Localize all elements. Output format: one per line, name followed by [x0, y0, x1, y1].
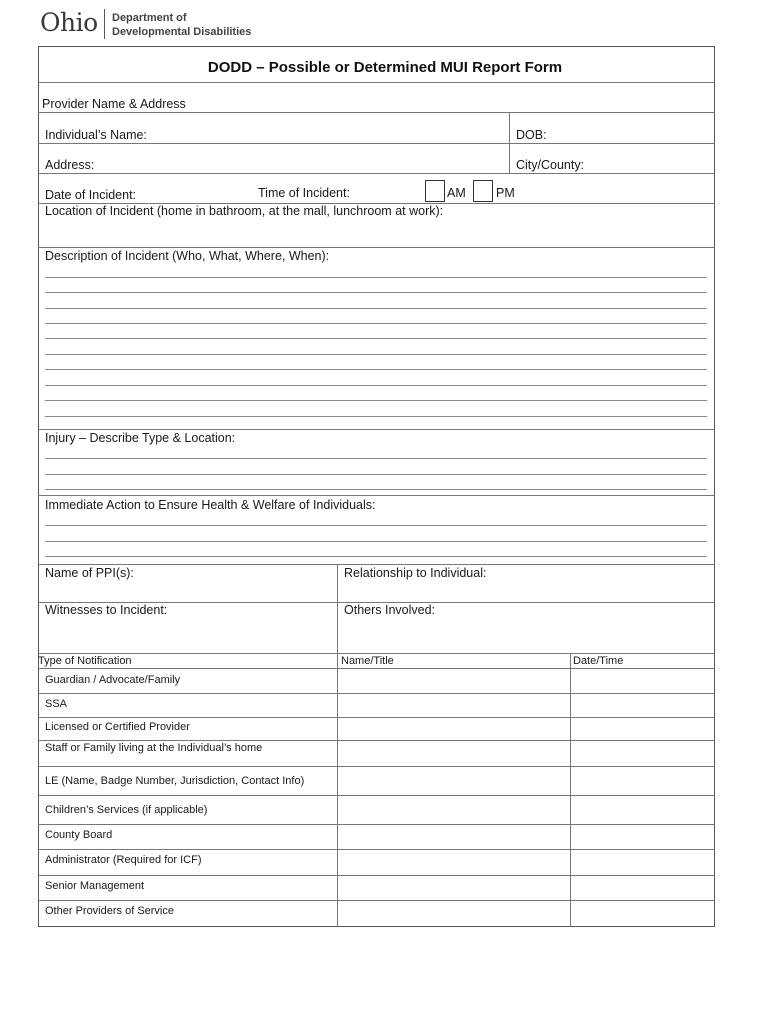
- table-row-divider: [38, 795, 715, 796]
- description-line[interactable]: [45, 292, 707, 293]
- table-row-divider: [38, 849, 715, 850]
- immediate-action-line[interactable]: [45, 525, 707, 526]
- description-line[interactable]: [45, 369, 707, 370]
- table-row-label: Licensed or Certified Provider: [45, 721, 190, 733]
- table-row-label: Senior Management: [45, 880, 145, 892]
- table-row-divider: [38, 766, 715, 767]
- injury-line[interactable]: [45, 474, 707, 475]
- ohio-logo: [40, 8, 98, 37]
- row-divider: [38, 112, 715, 113]
- relationship-field[interactable]: Relationship to Individual:: [344, 566, 487, 580]
- column-divider: [509, 112, 510, 173]
- table-row-divider: [38, 824, 715, 825]
- pm-label: PM: [496, 186, 515, 200]
- table-row-label: LE (Name, Badge Number, Jurisdiction, Contact Info): [45, 775, 305, 787]
- row-divider: [38, 143, 715, 144]
- injury-line[interactable]: [45, 458, 707, 459]
- provider-name-address-field[interactable]: Provider Name & Address: [42, 97, 186, 111]
- description-line[interactable]: [45, 323, 707, 324]
- time-of-incident-field[interactable]: Time of Incident:: [258, 186, 350, 200]
- table-row-divider: [38, 900, 715, 901]
- table-header-type: Type of Notification: [38, 655, 132, 667]
- table-row-label: Administrator (Required for ICF): [45, 854, 202, 866]
- description-line[interactable]: [45, 308, 707, 309]
- am-checkbox[interactable]: [425, 180, 445, 202]
- table-row-divider: [38, 740, 715, 741]
- description-line[interactable]: [45, 416, 707, 417]
- injury-line[interactable]: [45, 489, 707, 490]
- table-row-label: SSA: [45, 698, 68, 710]
- form-title: DODD – Possible or Determined MUI Report Form: [207, 59, 563, 76]
- individual-name-field[interactable]: Individual’s Name:: [45, 128, 147, 142]
- am-label: AM: [447, 186, 466, 200]
- description-line[interactable]: [45, 354, 707, 355]
- ohio-logo-text: Ohio: [40, 8, 98, 37]
- column-divider: [337, 564, 338, 653]
- table-row-label: Guardian / Advocate/Family: [45, 674, 181, 686]
- table-row-divider: [38, 717, 715, 718]
- row-divider: [38, 82, 715, 83]
- table-row-label: Staff or Family living at the Individual’s home: [45, 742, 263, 754]
- description-line[interactable]: [45, 385, 707, 386]
- injury-label: Injury – Describe Type & Location:: [45, 431, 236, 445]
- row-divider: [38, 429, 715, 430]
- row-divider: [38, 173, 715, 174]
- immediate-action-label: Immediate Action to Ensure Health & Welfare of Individuals:: [45, 498, 376, 512]
- dob-field[interactable]: DOB:: [516, 128, 547, 142]
- city-county-field[interactable]: City/County:: [516, 158, 585, 172]
- dept-line-1: Department of: [112, 12, 187, 24]
- row-divider: [38, 247, 715, 248]
- table-header-name-title: Name/Title: [341, 655, 394, 667]
- table-row-divider: [38, 668, 715, 669]
- table-row-label: County Board: [45, 829, 113, 841]
- description-line[interactable]: [45, 277, 707, 278]
- table-row-label: Other Providers of Service: [45, 905, 174, 917]
- date-of-incident-field[interactable]: Date of Incident:: [45, 188, 137, 202]
- description-label: Description of Incident (Who, What, Where, When):: [45, 249, 330, 263]
- immediate-action-line[interactable]: [45, 556, 707, 557]
- immediate-action-line[interactable]: [45, 541, 707, 542]
- row-divider: [38, 495, 715, 496]
- table-column-divider: [570, 653, 571, 927]
- table-row-label: Children’s Services (if applicable): [45, 804, 208, 816]
- dept-line-2: Developmental Disabilities: [112, 26, 252, 38]
- others-involved-field[interactable]: Others Involved:: [344, 603, 436, 617]
- address-field[interactable]: Address:: [45, 158, 95, 172]
- table-header-date-time: Date/Time: [573, 655, 624, 667]
- pm-checkbox[interactable]: [473, 180, 493, 202]
- ppi-name-field[interactable]: Name of PPI(s):: [45, 566, 134, 580]
- table-column-divider: [337, 653, 338, 927]
- logo-divider: [104, 9, 105, 39]
- department-name: [112, 11, 251, 39]
- description-line[interactable]: [45, 338, 707, 339]
- description-line[interactable]: [45, 400, 707, 401]
- table-row-divider: [38, 875, 715, 876]
- location-of-incident-field[interactable]: Location of Incident (home in bathroom, at the mall, lunchroom at work):: [45, 204, 444, 218]
- table-row-divider: [38, 693, 715, 694]
- row-divider: [38, 653, 715, 654]
- row-divider: [38, 564, 715, 565]
- witnesses-field[interactable]: Witnesses to Incident:: [45, 603, 168, 617]
